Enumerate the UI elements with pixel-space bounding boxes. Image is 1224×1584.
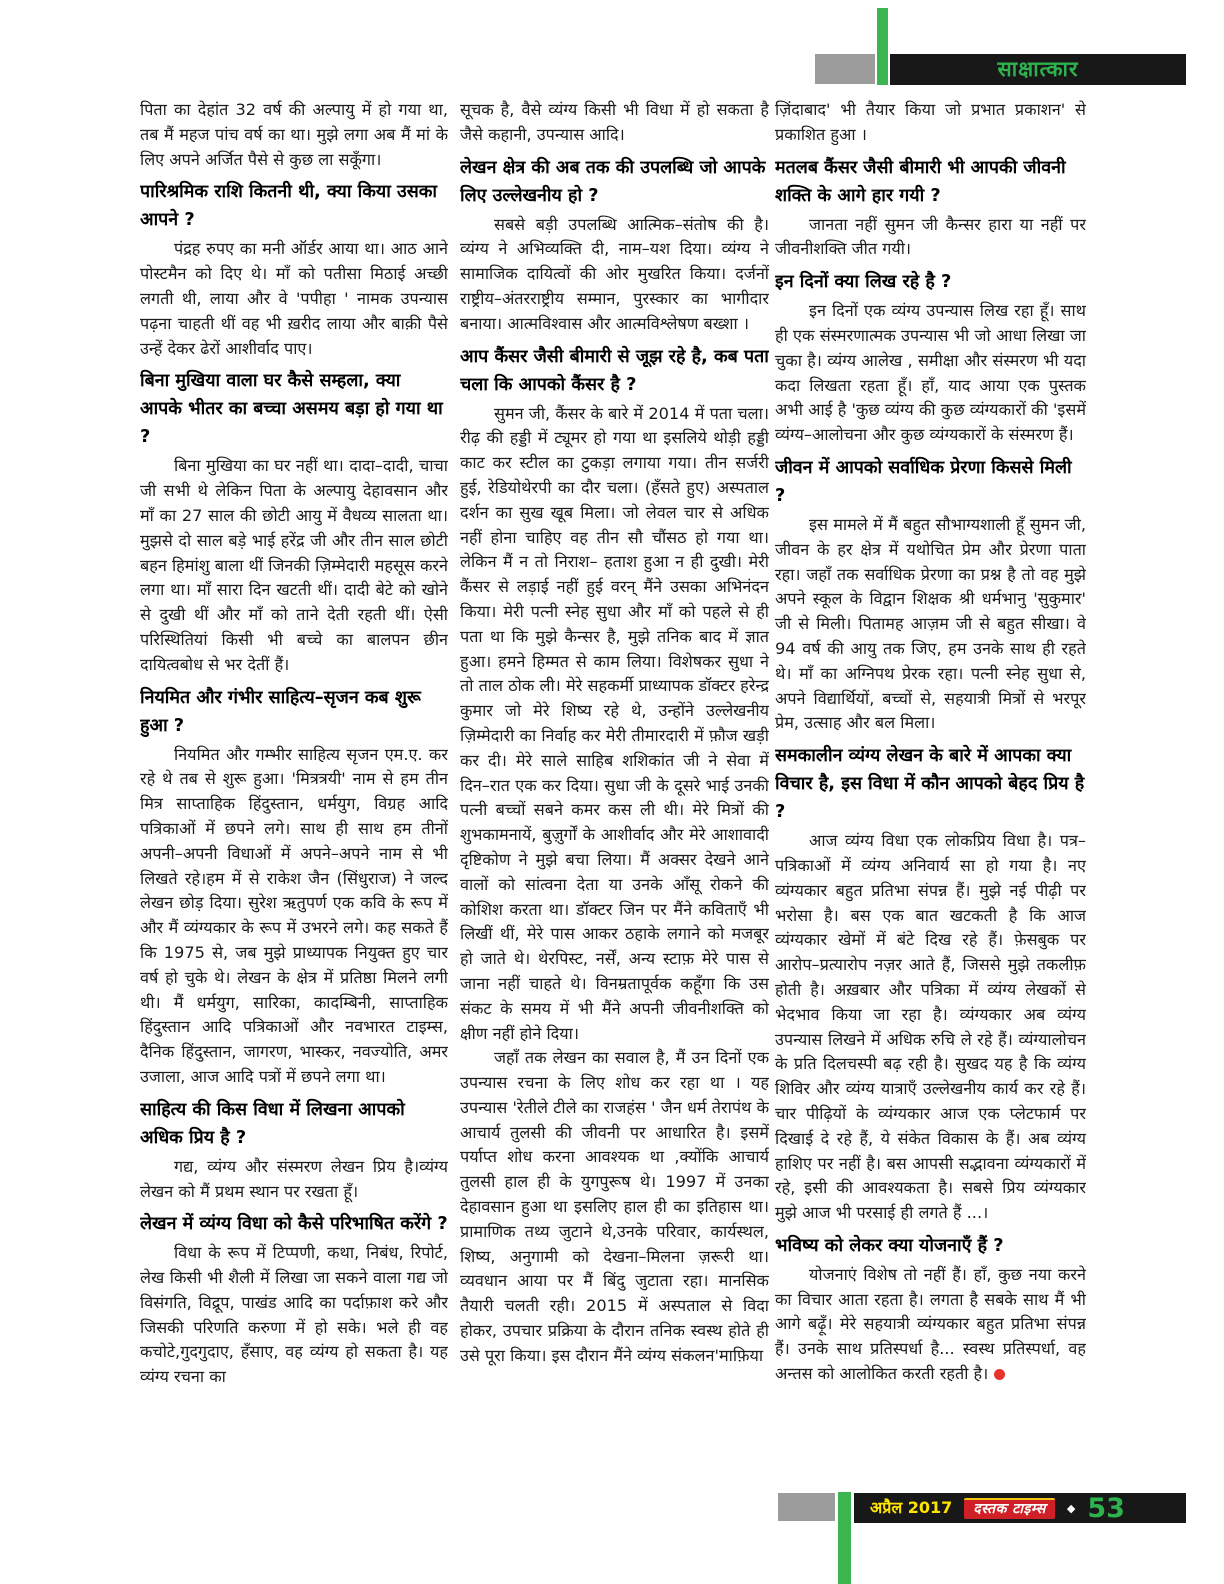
answer-paragraph: जानता नहीं सुमन जी कैन्सर हारा या नहीं पर जीवनीशक्ति जीत गयी। (775, 214, 1086, 259)
interview-question: पारिश्रमिक राशि कितनी थी, क्या किया उसका आपने ? (140, 181, 438, 231)
answer-paragraph: सबसे बड़ी उपलब्धि आत्मिक–संतोष की है। व्यंग्य ने अभिव्यक्ति दी, नाम–यश दिया। व्यंग्य ने सामाजिक दायित्वों की ओर मुखरित किया। दर्जनों राष्ट्रीय–अंतरराष्ट्रीय सम्मान, पुरस्कार का भागीदार बनाया। आत्मविश्वास और आत्मविश्लेषण बख्शा । (460, 214, 769, 333)
interview-question: समकालीन व्यंग्य लेखन के बारे में आपका क्या विचार है, इस विधा में कौन आपको बेहद प्रिय है ? (775, 745, 1085, 823)
diamond-icon: ◆ (1066, 1501, 1076, 1515)
interview-question: लेखन में व्यंग्य विधा को कैसे परिभाषित करेंगे ? (140, 1213, 448, 1235)
section-title: साक्षात्कार (997, 57, 1079, 81)
answer-paragraph: पिता का देहांत 32 वर्ष की अल्पायु में हो गया था, तब मैं महज पांच वर्ष का था। मुझे लगा अब मैं मां के लिए अपने अर्जित पैसे से कुछ ला सकूँगा। (140, 100, 448, 169)
answer-paragraph: विधा के रूप में टिप्पणी, कथा, निबंध, रिपोर्ट, लेख किसी भी शैली में लिखा जा सकने वाला गद्य जो विसंगति, विद्रूप, पाखंड आदि का पर्दाफ़ाश करे और जिसकी परिणति करुणा में हो सके। भले ही वह कचोटे,गुदगुदाए, हँसाए, वह व्यंग्य हो सकता है। यह व्यंग्य रचना का (140, 1243, 448, 1387)
answer-paragraph: नियमित और गम्भीर साहित्य सृजन एम.ए. कर रहे थे तब से शुरू हुआ। 'मित्रत्रयी' नाम से हम तीन मित्र साप्ताहिक हिंदुस्तान, धर्मयुग, विग्रह आदि पत्रिकाओं में छपने लगे। साथ ही साथ हम तीनों अपनी–अपनी विधाओं में अपने–अपने नाम से भी लिखते रहे।हम में से राकेश जैन (सिंधुराज) ने जल्द लेखन छोड़ दिया। सुरेश ऋतुपर्ण एक कवि के रूप में और मैं व्यंग्यकार के रूप में उभरने लगे। कह सकते हैं कि 1975 से, जब मुझे प्राध्यापक नियुक्त हुए चार वर्ष हो चुके थे। लेखन के क्षेत्र में प्रतिष्ठा मिलने लगी थी। मैं धर्मयुग, सारिका, कादम्बिनी, साप्ताहिक हिंदुस्तान आदि पत्रिकाओं और नवभारत टाइम्स, दैनिक हिंदुस्तान, जागरण, भास्कर, नवज्योति, अमर उजाला, आज आदि पत्रों में छपने लगा था। (140, 744, 448, 1086)
header-section-bar (890, 54, 1186, 85)
article-column-1 (140, 98, 448, 1470)
answer-paragraph: पंद्रह रुपए का मनी ऑर्डर आया था। आठ आने पोस्टमैन को दिए थे। माँ को पतीसा मिठाई अच्छी लगती थी, लाया और वे 'पपीहा ' नामक उपन्यास पढ़ना चाहती थीं वह भी ख़रीद लाया और बाक़ी पैसे उन्हें देकर ढेरों आशीर्वाद पाए। (140, 239, 448, 358)
interview-question: लेखन क्षेत्र की अब तक की उपलब्धि जो आपके लिए उल्लेखनीय हो ? (460, 156, 766, 206)
answer-paragraph: इस मामले में मैं बहुत सौभाग्यशाली हूँ सुमन जी, जीवन के हर क्षेत्र में यथोचित प्रेम और प्रेरणा पाता रहा। जहाँ तक सर्वाधिक प्रेरणा का प्रश्न है तो वह मुझे अपने स्कूल के विद्वान शिक्षक श्री धर्मभानु 'सुकुमार' जी से मिली। पितामह आज़म जी से बहुत सीखा। वे 94 वर्ष की आयु तक जिए, हम उनके साथ ही रहते थे। माँ का अग्निपथ प्रेरक रहा। पत्नी स्नेह सुधा से, अपने विद्यार्थियों, बच्चों से, सहयात्री मित्रों से भरपूर प्रेम, उत्साह और बल मिला। (775, 514, 1086, 733)
page-number: 53 (1087, 1492, 1125, 1524)
header-gray-box (815, 54, 875, 84)
answer-paragraph: गद्य, व्यंग्य और संस्मरण लेखन प्रिय है।व्यंग्य लेखन को मैं प्रथम स्थान पर रखता हूँ। (140, 1156, 448, 1201)
answer-paragraph: इन दिनों एक व्यंग्य उपन्यास लिख रहा हूँ। साथ ही एक संस्मरणात्मक उपन्यास भी जो आधा लिखा जा चुका है। व्यंग्य आलेख , समीक्षा और संस्मरण भी यदा कदा लिखता रहता हूँ। हाँ, याद आया एक पुस्तक अभी आई है 'कुछ व्यंग्य की कुछ व्यंग्यकारों की 'इसमें व्यंग्य–आलोचना और कुछ व्यंग्यकारों के संस्मरण हैं। (775, 301, 1086, 445)
article-end-dot (994, 1369, 1005, 1380)
answer-paragraph: योजनाएं विशेष तो नहीं हैं। हाँ, कुछ नया करने का विचार आता रहता है। लगता है सबके साथ मैं भी आगे बढ़ूँ। मेरे सहयात्री व्यंग्यकार बहुत प्रतिभा संपन्न हैं। उनके साथ प्रतिस्पर्धा है... स्वस्थ प्रतिस्पर्धा, वह अन्तस को आलोकित करती रहती है। (775, 1264, 1086, 1384)
interview-question: इन दिनों क्या लिख रहे है ? (775, 271, 952, 293)
interview-question: भविष्य को लेकर क्या योजनाएँ हैं ? (775, 1234, 1004, 1256)
answer-paragraph: जहाँ तक लेखन का सवाल है, मैं उन दिनों एक उपन्यास रचना के लिए शोध कर रहा था । यह उपन्यास 'रेतीले टीले का राजहंस ' जैन धर्म तेरापंथ के आचार्य तुलसी की जीवनी पर आधारित है। इसमें पर्याप्त शोध करना आवश्यक था ,क्योंकि आचार्य तुलसी हाल ही के युगपुरूष थे। 1997 में उनका देहावसान हुआ था इसलिए हाल ही का इतिहास था। प्रामाणिक तथ्य जुटाने थे,उनके परिवार, कार्यस्थल, शिष्य, अनुगामी को देखना–मिलना ज़रूरी था। व्यवधान आया पर मैं बिंदु जुटाता रहा। मानसिक तैयारी चलती रही। 2015 में अस्पताल से विदा होकर, उपचार प्रक्रिया के दौरान तनिक स्वस्थ होते ही उसे पूरा किया। इस दौरान मैंने व्यंग्य संकलन'माफ़िया (460, 1048, 769, 1365)
article-column-3 (775, 98, 1086, 1470)
answer-paragraph: ज़िंदाबाद' भी तैयार किया जो प्रभात प्रकाशन' से प्रकाशित हुआ । (775, 100, 1086, 144)
interview-question: जीवन में आपको सर्वाधिक प्रेरणा किससे मिली ? (775, 456, 1072, 506)
footer-bar (854, 1493, 1186, 1523)
interview-question: बिना मुखिया वाला घर कैसे सम्हला, क्या आपके भीतर का बच्चा असमय बड़ा हो गया था ? (140, 370, 443, 448)
magazine-logo: दस्तक टाइम्स (964, 1498, 1055, 1519)
interview-question: मतलब कैंसर जैसी बीमारी भी आपकी जीवनी शक्ति के आगे हार गयी ? (775, 156, 1066, 206)
interview-question: आप कैंसर जैसी बीमारी से जूझ रहे है, कब पता चला कि आपको कैंसर है ? (460, 345, 769, 395)
article-column-2 (460, 98, 769, 1470)
answer-paragraph: बिना मुखिया का घर नहीं था। दादा–दादी, चाचा जी सभी थे लेकिन पिता के अल्पायु देहावसान और माँ का 27 साल की छोटी आयु में वैधव्य सालता था। मुझसे दो साल बड़े भाई हरेंद्र जी और तीन साल छोटी बहन हिमांशु बाला थीं जिनकी ज़िम्मेदारी महसूस करने लगा था। माँ सारा दिन खटती थीं। दादी बेटे को खोने से दुखी थीं और माँ को ताने देती रहती थीं। ऐसी परिस्थितियां किसी भी बच्चे का बालपन छीन दायित्वबोध से भर देतीं हैं। (140, 456, 448, 674)
answer-paragraph: आज व्यंग्य विधा एक लोकप्रिय विधा है। पत्र–पत्रिकाओं में व्यंग्य अनिवार्य सा हो गया है। नए व्यंग्यकार बहुत प्रतिभा संपन्न हैं। मुझे नई पीढ़ी पर भरोसा है। बस एक बात खटकती है कि आज व्यंग्यकार खेमों में बंटे दिख रहे हैं। फ़ेसबुक पर आरोप–प्रत्यारोप नज़र आते हैं, जिससे मुझे तकलीफ़ होती है। अख़बार और पत्रिका में व्यंग्य लेखकों से भेदभाव किया जा रहा है। व्यंग्यकार अब व्यंग्य उपन्यास लिखने में अधिक रुचि ले रहे हैं। व्यंग्यालोचन के प्रति दिलचस्पी बढ़ रही है। सुखद यह है कि व्यंग्य शिविर और व्यंग्य यात्राएँ उल्लेखनीय कार्य कर रहे हैं। चार पीढ़ियों के व्यंग्यकार आज एक प्लेटफार्म पर दिखाई दे रहे हैं, ये संकेत विकास के हैं। अब व्यंग्य हाशिए पर नहीं है। बस आपसी सद्भावना व्यंग्यकारों में रहे, इसी की आवश्यकता है। सबसे प्रिय व्यंग्यकार मुझे आज भी परसाई ही लगते हैं ...। (775, 831, 1086, 1223)
interview-question: नियमित और गंभीर साहित्य–सृजन कब शुरू हुआ ? (140, 686, 421, 736)
footer-gray-box (778, 1493, 835, 1521)
answer-paragraph: सुमन जी, कैंसर के बारे में 2014 में पता चला। रीढ़ की हड्डी में ट्यूमर हो गया था इसलिये थोड़ी हड्डी काट कर स्टील का टुकड़ा लगाया गया। तीन सर्जरी हुई, रेडियोथेरपी का दौर चला। (हँसते हुए) अस्पताल दर्शन का सुख खूब मिला। जो लेवल चार से अधिक नहीं होना चाहिए वह तीन सौ चौंसठ हो गया था। लेकिन मैं न तो निराश– हताश हुआ न ही दुखी। मेरी कैंसर से लड़ाई नहीं हुई वरन् मैंने उसका अभिनंदन किया। मेरी पत्नी स्नेह सुधा और माँ को पहले से ही पता था कि मुझे कैन्सर है, मुझे तनिक बाद में ज्ञात हुआ। हमने हिम्मत से काम लिया। विशेषकर सुधा ने तो ताल ठोक ली। मेरे सहकर्मी प्राध्यापक डॉक्टर हरेन्द्र कुमार जो मेरे शिष्य रहे थे, उन्होंने उल्लेखनीय ज़िम्मेदारी का निर्वाह कर मेरी तीमारदारी में फ़ौज खड़ी कर दी। मेरे साले साहिब शशिकांत जी ने सेवा में दिन–रात एक कर दिया। सुधा जी के दूसरे भाई उनकी पत्नी बच्चों सबने कमर कस ली थी। मेरे मित्रों की शुभकामनायें, बुज़ुर्गों के आशीर्वाद और मेरे आशावादी दृष्टिकोण ने मुझे बचा लिया। मैं अक्सर देखने आने वालों को सांत्वना देता या उनके आँसू रोकने की कोशिश करता था। डॉक्टर जिन पर मैंने कविताएँ भी लिखीं थीं, मेरे पास आकर ठहाके लगाने को मजबूर हो जाते थे। थेरपिस्ट, नर्सें, अन्य स्टाफ़ मेरे पास से जाना नहीं चाहते थे। विनम्रतापूर्वक कहूँगा कि उस संकट के समय में भी मैंने अपनी जीवनीशक्ति को क्षीण नहीं होने दिया। (460, 403, 769, 1043)
issue-date: अप्रैल 2017 (870, 1498, 953, 1517)
answer-paragraph: सूचक है, वैसे व्यंग्य किसी भी विधा में हो सकता है जैसे कहानी, उपन्यास आदि। (460, 100, 769, 144)
interview-question: साहित्य की किस विधा में लिखना आपको अधिक प्रिय है ? (140, 1098, 405, 1148)
header-green-bar (877, 8, 888, 85)
footer-green-bar (838, 1492, 851, 1584)
